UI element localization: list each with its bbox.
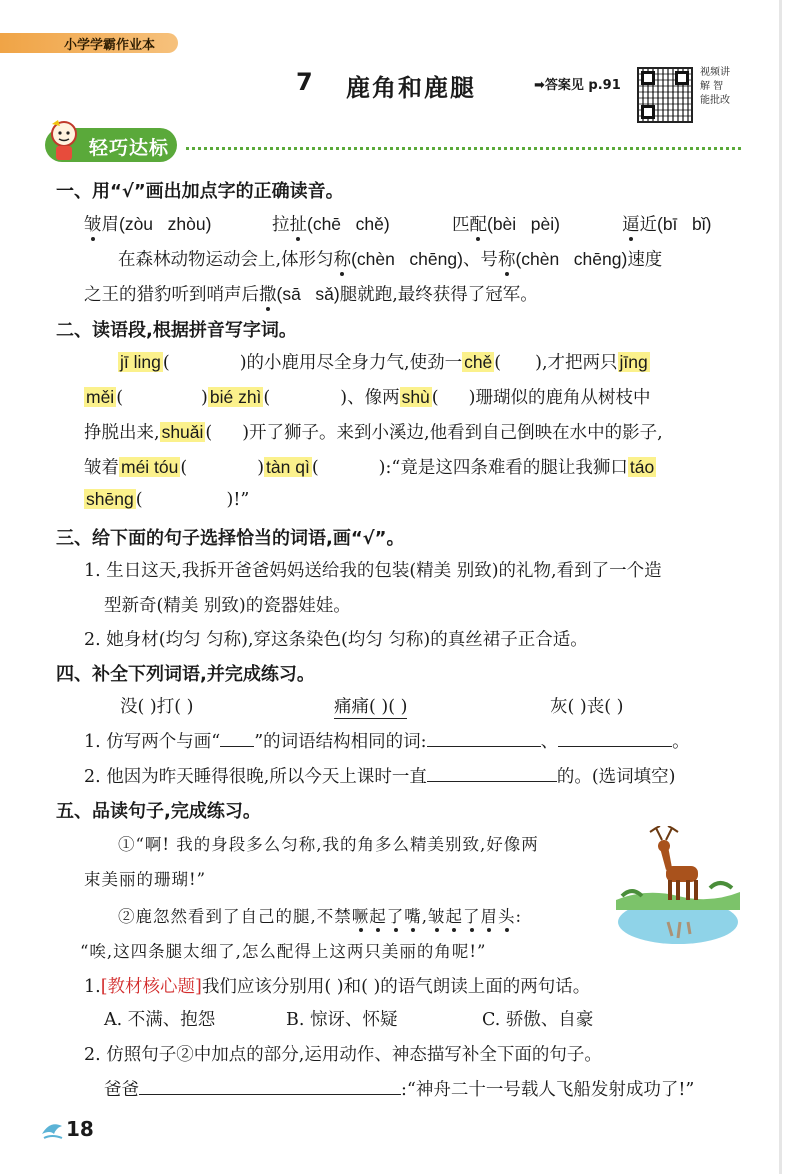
section-badge-label: 轻巧达标 (89, 137, 170, 159)
q1-item-2: 拉扯(chē chě) (272, 214, 390, 235)
q3-sentence-1a: 1. 生日这天,我拆开爸爸妈妈送给我的包装(精美 别致)的礼物,看到了一个造 (84, 561, 662, 581)
q5-title: 五、品读句子,完成练习。 (56, 801, 261, 822)
pinyin-tanqi: tàn qì (266, 457, 310, 477)
pencil-mascot-icon (44, 118, 84, 162)
q3-title: 三、给下面的句子选择恰当的词语,画“√”。 (56, 528, 405, 549)
answer-blank[interactable] (427, 767, 557, 782)
q4-sentence-1: 1. 仿写两个与画“ ”的词语结构相同的词: 、 。 (84, 732, 690, 752)
lesson-number: 7 (296, 68, 313, 96)
q3-sentence-2: 2. 她身材(均匀 匀称),穿这条染色(均匀 匀称)的真丝裙子正合适。 (84, 630, 588, 650)
q5-question-2-fill: 爸爸 :“神舟二十一号载人飞船发射成功了!” (104, 1080, 695, 1100)
lesson-title: 鹿角和鹿腿 (346, 74, 476, 102)
q5-passage-2b: “唉,这四条腿太细了,怎么配得上这两只美丽的角呢!” (80, 942, 487, 961)
pinyin-mei: měi (86, 387, 115, 407)
pinyin-tao: táo (629, 457, 655, 477)
q2-line-2: měi ( ) bié zhì ( )、像两 shù ( )珊瑚似的鹿角从树枝中 (86, 387, 651, 408)
q1-item-4: 逼近(bī bǐ) (622, 214, 712, 235)
answer-blank[interactable] (558, 732, 672, 747)
q1-item-3: 匹配(bèi pèi) (452, 214, 560, 235)
q2-line-1: jī ling ( )的小鹿用尽全身力气,使劲一 chě ( ),才把两只 jīng (120, 352, 648, 373)
q4-sentence-2: 2. 他因为昨天睡得很晚,所以今天上课时一直 的。(选词填空) (84, 767, 676, 787)
pinyin-sheng: shēng (86, 489, 134, 509)
deer-by-pond-illustration (616, 826, 740, 950)
pinyin-meitou: méi tóu (121, 457, 179, 477)
pinyin-shuai: shuǎi (161, 422, 204, 442)
q1-para-2: 之王的猎豹听到哨声后撒(sā sǎ)腿就跑,最终获得了冠军。 (84, 284, 538, 305)
q5-question-1: 1.[教材核心题]我们应该分别用( )和( )的语气朗读上面的两句话。 (84, 977, 591, 997)
q4-word-3: 灰( )丧( ) (550, 697, 624, 717)
pinyin-shu: shù (401, 387, 430, 407)
dolphin-icon (40, 1118, 66, 1140)
pinyin-jiling: jī ling (120, 352, 161, 372)
pinyin-che: chě (464, 352, 493, 372)
answer-blank[interactable] (427, 732, 541, 747)
q2-line-5: shēng ( )!” (86, 489, 250, 510)
page-number: 18 (66, 1117, 94, 1141)
pinyin-biezhi: bié zhì (209, 387, 262, 407)
pinyin-jing: jīng (619, 352, 648, 372)
q5-option-a[interactable]: A. 不满、抱怨 (104, 1010, 216, 1030)
series-tag (0, 33, 178, 53)
q5-passage-2a: ②鹿忽然看到了自己的腿,不禁噘起了嘴,皱起了眉头: (118, 907, 523, 926)
q5-passage-1a: ①“啊! 我的身段多么匀称,我的角多么精美别致,好像两 (118, 835, 539, 854)
q2-line-4: 皱着 méi tóu ( ) tàn qì ( ):“竟是这四条难看的腿让我狮口 táo (84, 457, 655, 478)
q5-question-2: 2. 仿照句子②中加点的部分,运用动作、神态描写补全下面的句子。 (84, 1045, 602, 1065)
q5-passage-1b: 束美丽的珊瑚!” (84, 870, 207, 889)
q5-option-c[interactable]: C. 骄傲、自豪 (482, 1010, 594, 1030)
q1-para-1: 在森林动物运动会上,体形匀称(chèn chēng)、号称(chèn chēng)速度 (118, 249, 663, 270)
qr-code-icon[interactable] (637, 67, 693, 123)
series-label: 小学学霸作业本 (64, 38, 156, 53)
q2-line-3: 挣脱出来, shuǎi ( )开了狮子。来到小溪边,他看到自己倒映在水中的影子, (84, 422, 663, 443)
q2-title: 二、读语段,根据拼音写字词。 (56, 320, 297, 341)
core-question-tag: [教材核心题] (100, 977, 202, 997)
q1-item-1: 皱眉(zòu zhòu) (84, 214, 212, 235)
q3-sentence-1b: 型新奇(精美 别致)的瓷器娃娃。 (104, 596, 351, 616)
answer-reference: ➡答案见 p.91 (534, 78, 621, 93)
q1-title: 一、用“√”画出加点字的正确读音。 (56, 181, 344, 202)
page-edge (779, 0, 782, 1174)
q4-title: 四、补全下列词语,并完成练习。 (56, 664, 315, 685)
qr-note: 视频讲解 智能批改 (700, 67, 730, 106)
q5-option-b[interactable]: B. 惊讶、怀疑 (286, 1010, 398, 1030)
section-divider (186, 147, 741, 150)
q4-word-1: 没( )打( ) (120, 697, 194, 717)
answer-blank[interactable] (139, 1080, 401, 1095)
q4-word-2: 痛痛( )( ) (334, 693, 407, 719)
